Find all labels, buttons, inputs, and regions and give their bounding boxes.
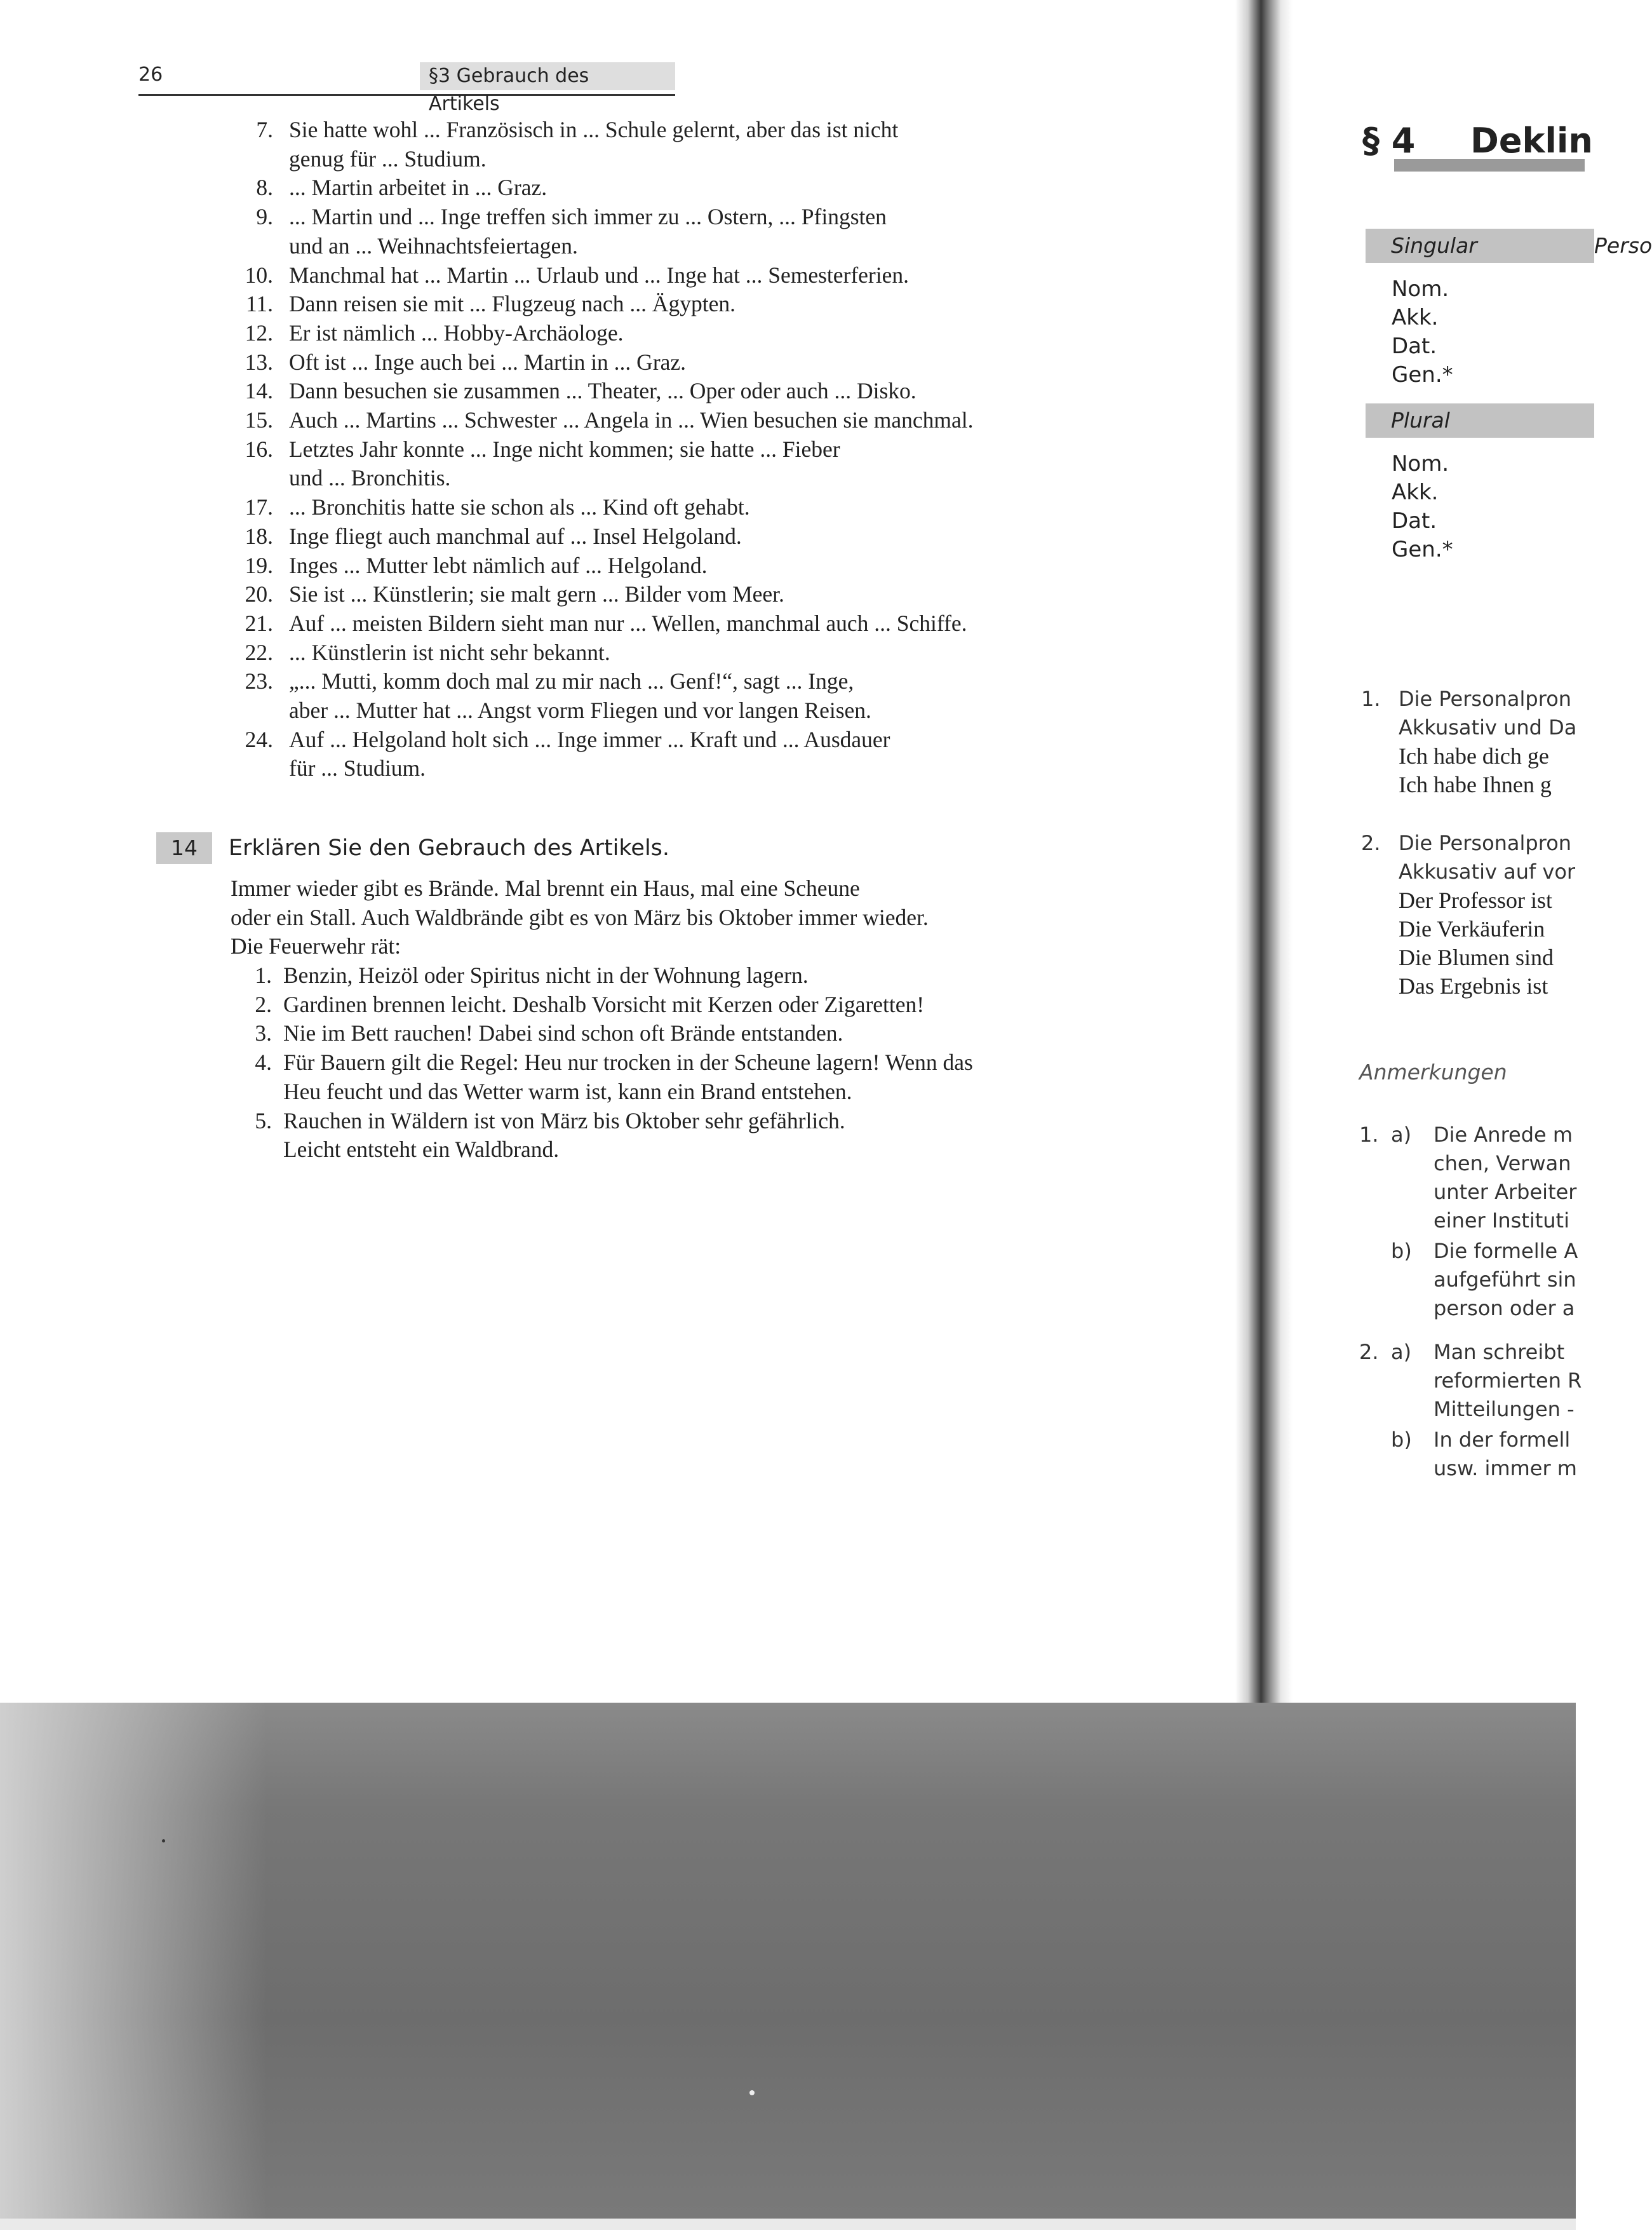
list-item [0, 261, 1207, 290]
person-label: Perso [1594, 233, 1652, 258]
note-example: Ich habe dich ge [1399, 743, 1549, 769]
item-text-line: Manchmal hat ... Martin ... Urlaub und ... Inge hat ... Semesterferien. [289, 262, 909, 288]
chapter-heading-bar [1394, 159, 1585, 172]
item-text-line: Auch ... Martins ... Schwester ... Angela in ... Wien besuchen sie manchmal. [289, 407, 974, 433]
item-number: 16. [245, 436, 273, 462]
item-text [289, 726, 1191, 783]
anmerkungen-heading: Anmerkungen [1359, 1060, 1507, 1085]
item-text-line: für ... Studium. [289, 755, 426, 781]
list-item [0, 290, 1207, 319]
item-number: 14. [245, 378, 273, 404]
remark-text: Man schreibt [1434, 1340, 1565, 1364]
case-label: Dat. [1392, 334, 1437, 359]
item-text-line: Auf ... Helgoland holt sich ... Inge immer ... Kraft und ... Ausdauer [289, 726, 890, 752]
remark-text: aufgeführt sin [1434, 1267, 1576, 1292]
exercise-number-badge: 14 [156, 832, 212, 864]
item-text-line: ... Martin und ... Inge treffen sich immer zu ... Ostern, ... Pfingsten [289, 204, 887, 230]
item-text-line: ... Künstlerin ist nicht sehr bekannt. [289, 639, 610, 665]
intro-line: Die Feuerwehr rät: [231, 933, 401, 959]
item-text-line: Er ist nämlich ... Hobby-Archäologe. [289, 320, 624, 346]
list-item [0, 667, 1207, 725]
item-number: 20. [245, 581, 273, 607]
remark-text: unter Arbeiter [1434, 1180, 1577, 1204]
list-item [0, 203, 1207, 260]
remark-number: 1. [1359, 1123, 1379, 1147]
case-label: Nom. [1392, 451, 1449, 476]
list-item [0, 1107, 1207, 1165]
item-text [283, 1107, 1185, 1165]
item-number: 8. [256, 175, 273, 201]
item-text-line: und ... Bronchitis. [289, 465, 451, 491]
case-label: Akk. [1392, 305, 1439, 330]
remark-text: Die Anrede m [1434, 1123, 1573, 1147]
item-number: 15. [245, 407, 273, 433]
item-text-line: Letztes Jahr konnte ... Inge nicht kommen; sie hatte ... Fieber [289, 436, 840, 462]
item-number: 13. [245, 349, 273, 375]
note-example: Ich habe Ihnen g [1399, 772, 1552, 797]
item-text [283, 1048, 1185, 1106]
scanner-shadow-area [0, 1703, 1576, 2230]
intro-line: oder ein Stall. Auch Waldbrände gibt es von März bis Oktober immer wieder. [231, 904, 929, 930]
item-number: 9. [256, 204, 273, 230]
item-text [289, 493, 1191, 522]
list-item [0, 1048, 1207, 1106]
item-number: 19. [245, 552, 273, 578]
list-item [0, 116, 1207, 173]
item-text [283, 1019, 1185, 1048]
item-text-line: Dann reisen sie mit ... Flugzeug nach ... Ägypten. [289, 291, 735, 317]
case-label: Gen.* [1392, 537, 1453, 562]
item-text [289, 667, 1191, 725]
remark-text: person oder a [1434, 1296, 1575, 1320]
item-text-line: Oft ist ... Inge auch bei ... Martin in ... Graz. [289, 349, 687, 375]
exercise-instruction: Erklären Sie den Gebrauch des Artikels. [229, 835, 670, 861]
item-text-line: Inge fliegt auch manchmal auf ... Insel Helgoland. [289, 523, 742, 549]
remark-text: Mitteilungen - [1434, 1397, 1575, 1421]
item-text-line: und an ... Weihnachtsfeiertagen. [289, 233, 578, 259]
item-number: 17. [245, 494, 273, 520]
scanner-light-fade [0, 1703, 267, 2230]
item-text [289, 319, 1191, 348]
dust-speck [162, 1839, 165, 1842]
scanner-edge-strip [0, 2219, 1576, 2230]
case-label: Gen.* [1392, 362, 1453, 388]
item-number: 11. [245, 291, 273, 317]
item-text-line: Inges ... Mutter lebt nämlich auf ... Helgoland. [289, 552, 708, 578]
book-gutter-shadow [1235, 0, 1293, 1709]
item-number: 10. [245, 262, 273, 288]
item-text-line: aber ... Mutter hat ... Angst vorm Fliegen und vor langen Reisen. [289, 698, 871, 723]
case-label: Nom. [1392, 276, 1449, 302]
item-number: 12. [245, 320, 273, 346]
note-number: 1. [1361, 687, 1381, 711]
note-example: Der Professor ist [1399, 888, 1552, 913]
note-text: Akkusativ auf vor [1399, 860, 1576, 884]
item-number: 22. [245, 639, 273, 665]
item-text [289, 203, 1191, 260]
item-number: 4. [255, 1050, 272, 1076]
item-text-line: Sie ist ... Künstlerin; sie malt gern ... Bilder vom Meer. [289, 581, 784, 607]
item-text [289, 406, 1191, 435]
item-text [289, 377, 1191, 406]
plural-header-band [1366, 403, 1594, 438]
list-item [0, 377, 1207, 406]
item-number: 7. [256, 117, 273, 142]
case-label: Akk. [1392, 480, 1439, 505]
item-text [289, 348, 1191, 377]
item-text-line: Für Bauern gilt die Regel: Heu nur trocken in der Scheune lagern! Wenn das [283, 1050, 973, 1076]
item-text [289, 435, 1191, 493]
right-page [1293, 0, 1652, 1709]
item-text [289, 116, 1191, 173]
item-number: 5. [255, 1107, 272, 1133]
list-item [0, 551, 1207, 581]
note-example: Die Verkäuferin [1399, 916, 1545, 942]
item-text [289, 290, 1191, 319]
list-item [0, 961, 1207, 990]
item-number: 24. [245, 726, 273, 752]
item-number: 18. [245, 523, 273, 549]
item-text-line: Benzin, Heizöl oder Spiritus nicht in der Wohnung lagern. [283, 963, 809, 988]
item-text [283, 961, 1185, 990]
dust-speck [749, 2090, 755, 2095]
item-number: 1. [255, 963, 272, 988]
note-number: 2. [1361, 831, 1381, 855]
exercise-intro-paragraph [231, 874, 1183, 961]
running-head [138, 64, 675, 115]
list-item [0, 580, 1207, 609]
item-text-line: Auf ... meisten Bildern sieht man nur ... Wellen, manchmal auch ... Schiffe. [289, 610, 967, 636]
list-item [0, 435, 1207, 493]
item-text [289, 639, 1191, 668]
note-text: Die Personalpron [1399, 831, 1572, 855]
list-item [0, 990, 1207, 1020]
item-text [289, 173, 1191, 203]
case-label: Dat. [1392, 508, 1437, 534]
item-text [289, 522, 1191, 551]
item-text-line: „... Mutti, komm doch mal zu mir nach ... Genf!“, sagt ... Inge, [289, 668, 854, 694]
item-text [289, 580, 1191, 609]
item-text [289, 609, 1191, 639]
item-text-line: Gardinen brennen leicht. Deshalb Vorsicht mit Kerzen oder Zigaretten! [283, 991, 925, 1017]
remark-text: reformierten R [1434, 1368, 1582, 1393]
remark-sub-label: a) [1391, 1340, 1412, 1364]
list-item [0, 609, 1207, 639]
chapter-number: § 4 [1362, 121, 1416, 161]
list-item [0, 726, 1207, 783]
header-title: §3 Gebrauch des Artikels [420, 62, 675, 90]
remark-text: usw. immer m [1434, 1456, 1577, 1480]
item-text [289, 261, 1191, 290]
remark-sub-label: a) [1391, 1123, 1412, 1147]
remark-sub-label: b) [1391, 1239, 1412, 1263]
note-text: Die Personalpron [1399, 687, 1572, 711]
remark-text: In der formell [1434, 1428, 1571, 1452]
note-example: Die Blumen sind [1399, 945, 1554, 970]
list-item [0, 319, 1207, 348]
item-text-line: ... Bronchitis hatte sie schon als ... Kind oft gehabt. [289, 494, 750, 520]
item-text-line: Sie hatte wohl ... Französisch in ... Schule gelernt, aber das ist nicht [289, 117, 899, 142]
remark-text: chen, Verwan [1434, 1151, 1571, 1175]
chapter-title: Deklin [1470, 121, 1593, 161]
item-text-line: ... Martin arbeitet in ... Graz. [289, 175, 547, 201]
item-text-line: Rauchen in Wäldern ist von März bis Oktober sehr gefährlich. [283, 1107, 845, 1133]
list-item [0, 406, 1207, 435]
item-number: 21. [245, 610, 273, 636]
remark-text: Die formelle A [1434, 1239, 1578, 1263]
singular-label: Singular [1391, 233, 1477, 258]
item-number: 2. [255, 991, 272, 1017]
list-item [0, 173, 1207, 203]
item-text-line: Dann besuchen sie zusammen ... Theater, ... Oper oder auch ... Disko. [289, 378, 917, 404]
item-text [289, 551, 1191, 581]
intro-line: Immer wieder gibt es Brände. Mal brennt ein Haus, mal eine Scheune [231, 875, 860, 901]
note-text: Akkusativ und Da [1399, 715, 1577, 740]
item-text [283, 990, 1185, 1020]
note-example: Das Ergebnis ist [1399, 973, 1548, 999]
item-text-line: Nie im Bett rauchen! Dabei sind schon oft Brände entstanden. [283, 1020, 843, 1046]
list-item [0, 1019, 1207, 1048]
item-text-line: Heu feucht und das Wetter warm ist, kann ein Brand entstehen. [283, 1078, 852, 1104]
remark-sub-label: b) [1391, 1428, 1412, 1452]
remark-text: einer Instituti [1434, 1208, 1569, 1233]
page-number: 26 [138, 64, 163, 86]
item-text-line: genug für ... Studium. [289, 145, 487, 172]
item-text-line: Leicht entsteht ein Waldbrand. [283, 1137, 560, 1163]
singular-header-band [1366, 229, 1652, 263]
plural-label: Plural [1391, 408, 1450, 433]
remark-number: 2. [1359, 1340, 1379, 1364]
item-number: 23. [245, 668, 273, 694]
list-item [0, 348, 1207, 377]
item-number: 3. [255, 1020, 272, 1046]
list-item [0, 639, 1207, 668]
list-item [0, 522, 1207, 551]
list-item [0, 493, 1207, 522]
